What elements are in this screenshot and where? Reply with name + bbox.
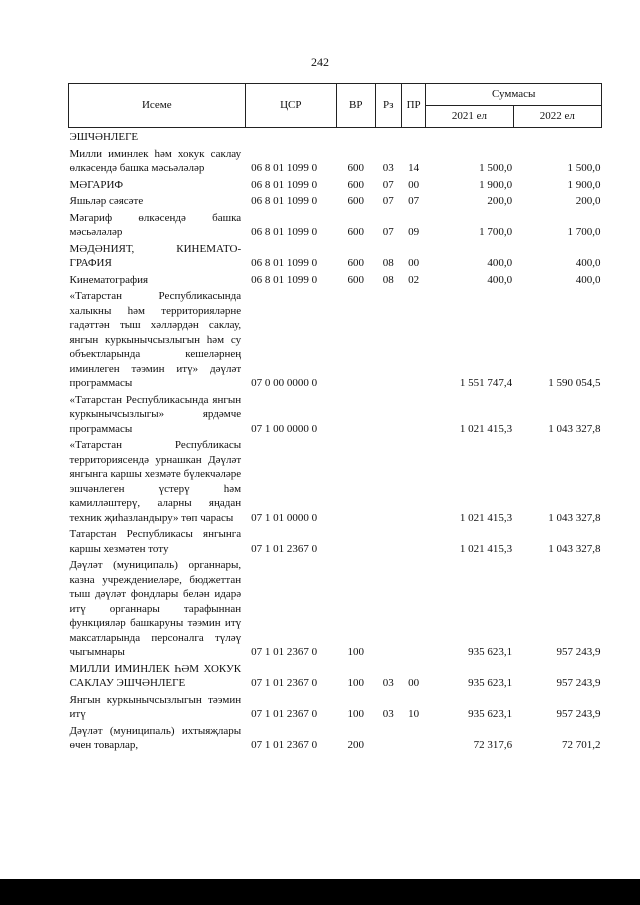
cell-y2021: 400,0 — [487, 273, 513, 286]
cell-pr — [401, 391, 425, 437]
cell-y2022: 1 043 327,8 — [548, 422, 601, 435]
cell-vr — [337, 525, 376, 556]
cell-name: Дәүләт (муниципаль) органнары, казна учреждениеләре, бюджеттан тыш дәүләт фондлары белән идарә итү органнары тарафыннан функцияләр башкаруны тәэмин итү максатларында персоналга түләү чыгымнары — [69, 559, 242, 658]
cell-y2022: 72 701,2 — [562, 739, 601, 751]
cell-y2021: 1 900,0 — [479, 178, 513, 191]
cell-name: Милли иминлек һәм хокук саклау өлкәсендә башка мәсьәләләр — [69, 147, 242, 174]
header-vr: ВР — [337, 84, 376, 128]
cell-name: Мәгариф өлкәсендә башка мәсьәләләр — [69, 211, 242, 238]
cell-pr — [401, 287, 425, 391]
cell-rz: 08 — [382, 257, 394, 269]
cell-pr: 07 — [408, 195, 420, 207]
cell-y2022: 400,0 — [575, 257, 601, 269]
cell-pr: 10 — [408, 708, 420, 720]
cell-vr: 100 — [347, 646, 365, 658]
cell-rz: 07 — [382, 178, 394, 191]
cell-y2022: 957 243,9 — [556, 646, 601, 658]
cell-y2021 — [426, 128, 513, 145]
cell-pr — [401, 722, 425, 753]
cell-pr: 00 — [408, 178, 420, 191]
cell-rz — [375, 436, 401, 525]
cell-y2021: 1 021 415,3 — [459, 511, 513, 524]
cell-vr: 200 — [347, 739, 365, 751]
cell-y2022: 1 043 327,8 — [548, 511, 601, 524]
cell-y2021: 1 700,0 — [479, 226, 513, 238]
cell-y2021: 400,0 — [487, 257, 513, 269]
cell-csr: 06 8 01 1099 0 — [251, 273, 318, 286]
cell-name: Татарстан Республикасы янгынга каршы хезмәтен тоту — [69, 528, 242, 555]
cell-y2021: 1 551 747,4 — [459, 377, 513, 389]
table-row — [69, 660, 602, 691]
cell-vr: 100 — [347, 677, 365, 689]
cell-name: Яшьләр сәясәте — [69, 195, 144, 207]
scan-bottom-bar — [0, 879, 640, 905]
cell-vr — [337, 287, 376, 391]
cell-pr: 00 — [408, 257, 420, 269]
cell-vr: 600 — [347, 195, 365, 207]
cell-y2022: 1 700,0 — [567, 226, 601, 238]
cell-pr — [401, 556, 425, 660]
cell-vr: 600 — [347, 178, 365, 191]
cell-vr: 600 — [347, 273, 365, 286]
cell-name: Кинематография — [69, 273, 149, 286]
cell-csr: 06 8 01 1099 0 — [251, 257, 318, 269]
table-row — [69, 209, 602, 240]
header-name: Исеме — [69, 84, 246, 128]
header-csr: ЦСР — [245, 84, 336, 128]
cell-csr — [245, 128, 336, 145]
cell-csr: 07 1 00 0000 0 — [251, 422, 318, 435]
cell-name: Дәүләт (муниципаль) ихтыяҗлары өчен товарлар, — [69, 724, 242, 751]
header-rz: Рз — [375, 84, 401, 128]
cell-y2022: 1 500,0 — [567, 162, 601, 174]
table-row — [69, 240, 602, 271]
cell-pr: 02 — [408, 273, 420, 286]
cell-name: «Татарстан Республикасында янгын куркынычсызлыгы» ярдәмче программасы — [69, 393, 242, 435]
cell-csr: 07 1 01 2367 0 — [251, 646, 318, 658]
table-row — [69, 176, 602, 193]
cell-y2022: 400,0 — [575, 273, 601, 286]
cell-name: «Татарстан Республикасында халыкны һәм территорияләрне гадәттән тыш хәлләрдән саклау, янгын куркынычсызлыгын һәм су объектларында кешеләрнең иминлеген тәэмин итү» дәүләт программасы — [69, 290, 242, 389]
cell-rz: 03 — [382, 162, 394, 174]
cell-y2021: 935 623,1 — [468, 677, 513, 689]
cell-y2022: 957 243,9 — [556, 708, 601, 720]
cell-pr: 09 — [408, 226, 420, 238]
cell-csr: 07 1 01 2367 0 — [251, 677, 318, 689]
cell-name: МӘГАРИФ — [69, 178, 124, 191]
cell-vr — [337, 391, 376, 437]
cell-rz — [375, 525, 401, 556]
cell-pr — [401, 436, 425, 525]
cell-y2021: 935 623,1 — [468, 708, 513, 720]
cell-pr — [401, 525, 425, 556]
cell-csr: 07 1 01 2367 0 — [251, 739, 318, 751]
budget-table — [68, 83, 602, 753]
cell-rz: 07 — [382, 195, 394, 207]
cell-rz — [375, 391, 401, 437]
cell-y2022: 1 590 054,5 — [548, 377, 601, 389]
table-row — [69, 391, 602, 437]
table-row — [69, 287, 602, 391]
cell-csr: 06 8 01 1099 0 — [251, 162, 318, 174]
cell-csr: 06 8 01 1099 0 — [251, 226, 318, 238]
cell-rz — [375, 556, 401, 660]
cell-vr: 600 — [347, 257, 365, 269]
cell-rz: 03 — [382, 677, 394, 689]
cell-pr: 00 — [408, 677, 420, 689]
cell-name: ЭШЧӘНЛЕГЕ — [69, 131, 139, 143]
cell-y2022: 1 900,0 — [567, 178, 601, 191]
cell-rz: 08 — [382, 273, 394, 286]
table-row — [69, 556, 602, 660]
cell-csr: 07 1 01 0000 0 — [251, 511, 318, 524]
cell-y2021: 1 021 415,3 — [459, 422, 513, 435]
cell-csr: 06 8 01 1099 0 — [251, 178, 318, 191]
cell-name: МИЛЛИ ИМИНЛЕК ҺӘМ ХОКУК САКЛАУ ЭШЧӘНЛЕГЕ — [69, 662, 242, 689]
header-year-2022: 2022 ел — [513, 106, 601, 128]
table-row — [69, 436, 602, 525]
cell-y2022: 200,0 — [575, 195, 601, 207]
table-row — [69, 722, 602, 753]
cell-vr — [337, 436, 376, 525]
table-row — [69, 128, 602, 145]
cell-y2021: 1 500,0 — [479, 162, 513, 174]
header-pr: ПР — [401, 84, 425, 128]
cell-y2022: 1 043 327,8 — [548, 542, 601, 555]
header-sums: Суммасы — [426, 84, 602, 106]
cell-rz — [375, 287, 401, 391]
table-row — [69, 145, 602, 176]
cell-rz: 07 — [382, 226, 394, 238]
cell-vr: 600 — [347, 162, 365, 174]
cell-rz: 03 — [382, 708, 394, 720]
cell-name: МӘДӘНИЯТ, КИНЕМАТО-ГРАФИЯ — [69, 242, 242, 269]
cell-csr: 06 8 01 1099 0 — [251, 195, 318, 207]
cell-y2021: 1 021 415,3 — [459, 542, 513, 555]
header-year-2021: 2021 ел — [426, 106, 513, 128]
page-number: 242 — [311, 55, 329, 69]
cell-rz — [375, 128, 401, 145]
cell-vr: 100 — [347, 708, 365, 720]
cell-y2022 — [513, 128, 601, 145]
table-row — [69, 192, 602, 209]
cell-vr — [337, 128, 376, 145]
table-body — [69, 128, 602, 753]
cell-name: «Татарстан Республикасы территориясендә урнашкан Дәүләт янгынга каршы хезмәте бүлекчәләре эшчәнлеген үстерү һәм камилләштерү, аларны яңадан техник җиһазландыру» төп чарасы — [69, 439, 242, 524]
cell-y2021: 72 317,6 — [473, 739, 513, 751]
cell-y2022: 957 243,9 — [556, 677, 601, 689]
cell-csr: 07 1 01 2367 0 — [251, 542, 318, 555]
table-row — [69, 691, 602, 722]
cell-pr — [401, 128, 425, 145]
cell-csr: 07 1 01 2367 0 — [251, 708, 318, 720]
cell-y2021: 935 623,1 — [468, 646, 513, 658]
cell-csr: 07 0 00 0000 0 — [251, 377, 318, 389]
cell-rz — [375, 722, 401, 753]
cell-y2021: 200,0 — [487, 195, 513, 207]
cell-vr: 600 — [347, 226, 365, 238]
table-row — [69, 525, 602, 556]
table-row — [69, 271, 602, 288]
cell-name: Янгын куркынычсызлыгын тәэмин итү — [69, 693, 242, 720]
cell-pr: 14 — [408, 162, 420, 174]
